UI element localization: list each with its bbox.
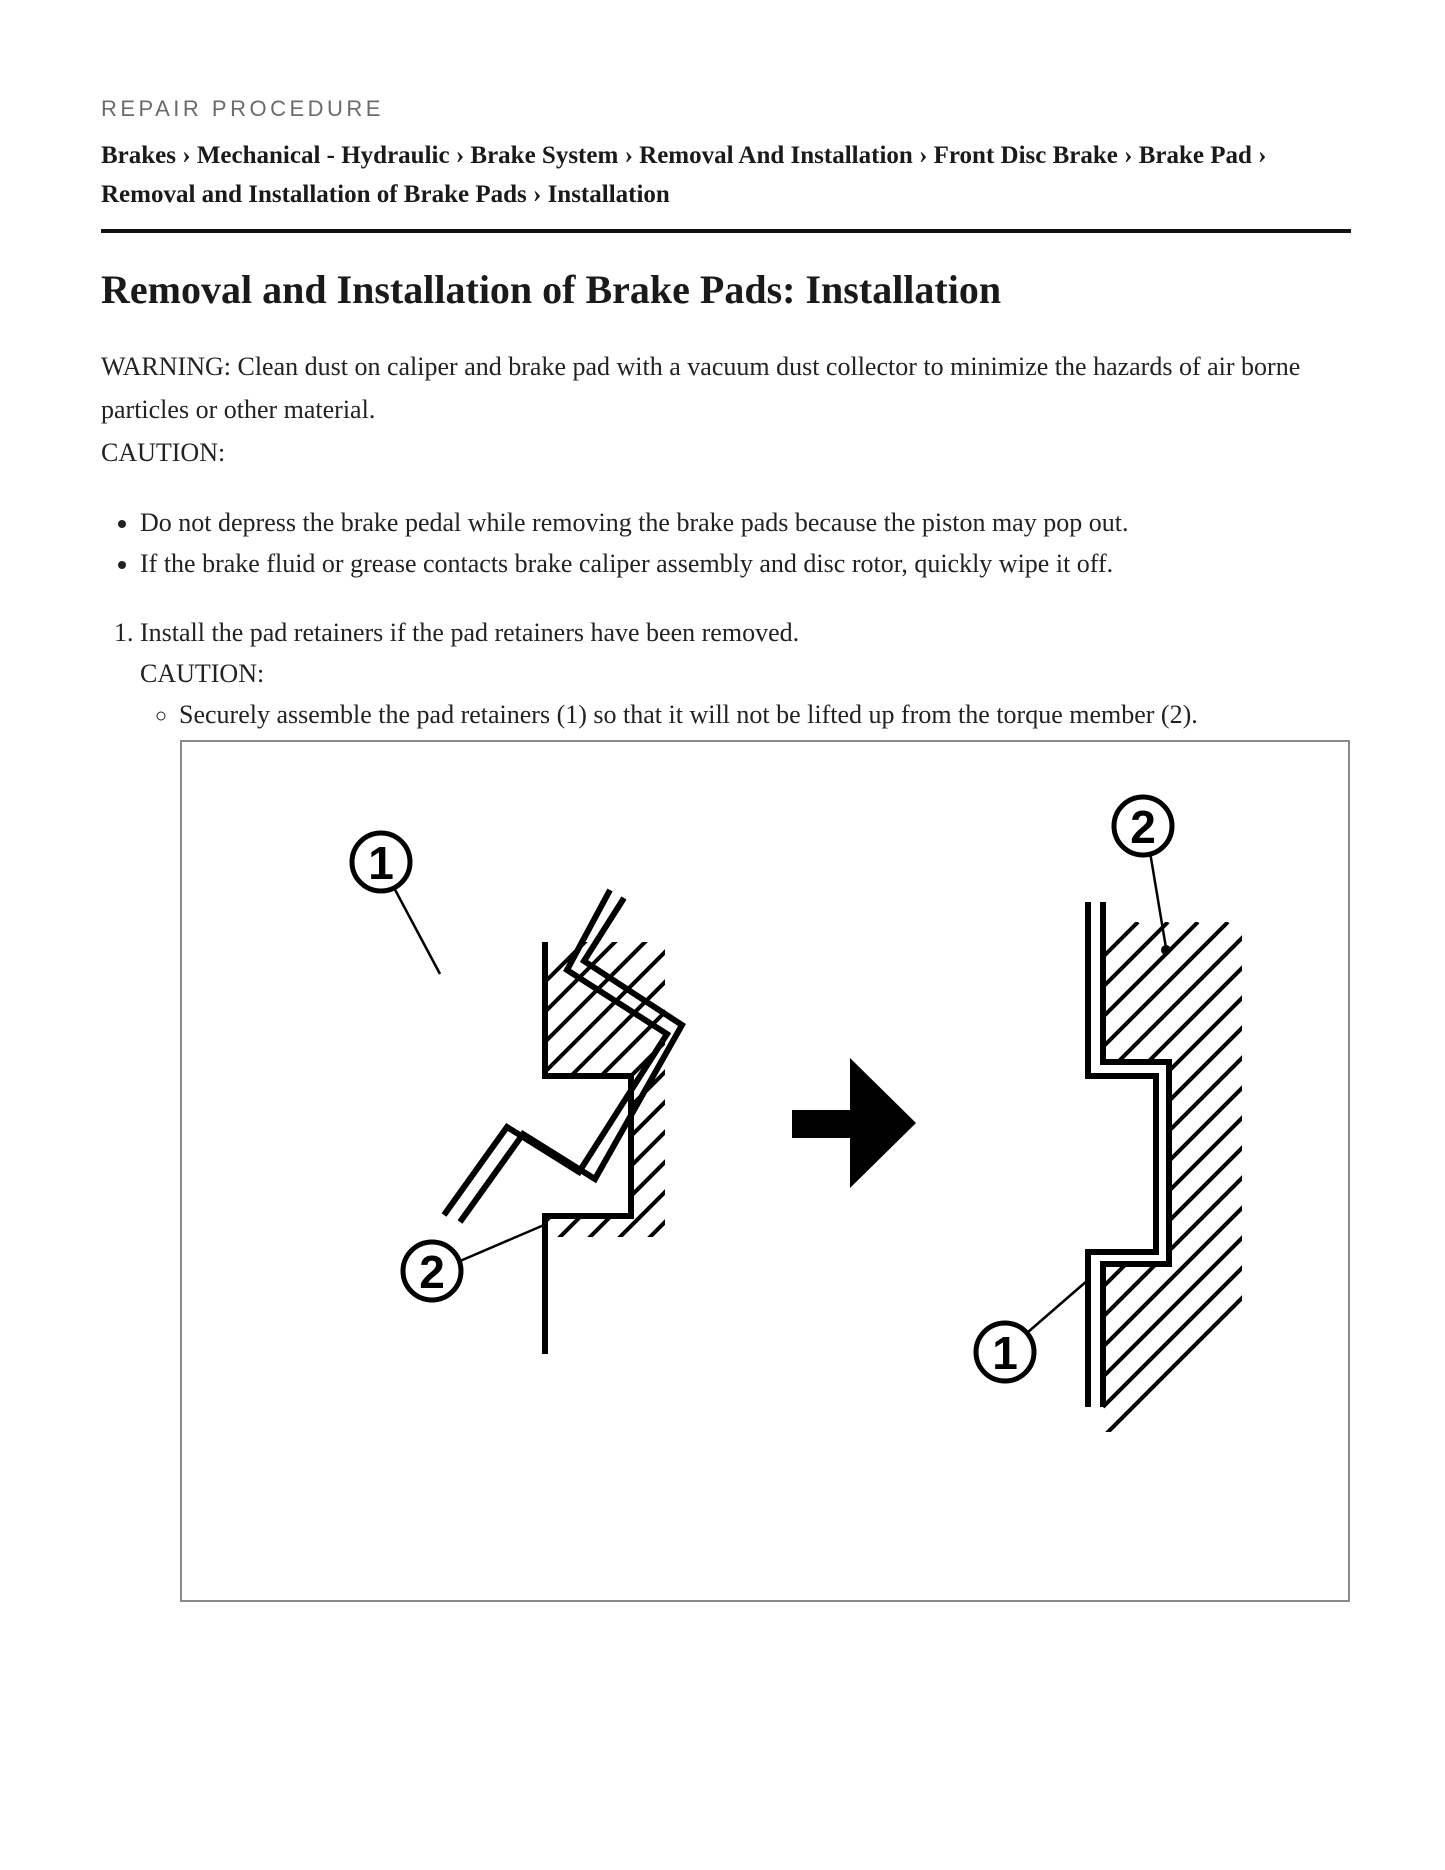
- breadcrumb-separator: ›: [1124, 142, 1133, 169]
- step-caution-list: [140, 694, 1350, 735]
- callout-1-left-label: 1: [368, 837, 394, 889]
- step-caution-item: ◦ Securely assemble the pad retainers (1) so that it will not be lifted up from the torque member (2).: [179, 694, 1350, 735]
- arrow-right-icon: [792, 1058, 916, 1188]
- breadcrumb-item-front-disc-brake[interactable]: Front Disc Brake: [933, 142, 1118, 169]
- step-text: Install the pad retainers if the pad retainers have been removed.: [140, 618, 800, 647]
- breadcrumb-separator: ›: [532, 181, 542, 208]
- step-item: [140, 612, 1350, 735]
- callout-2-right-label: 2: [1130, 801, 1156, 853]
- callout-1-left: [352, 833, 440, 974]
- breadcrumb-item-mechanical-hydraulic[interactable]: Mechanical - Hydraulic: [196, 142, 450, 169]
- page-title: Removal and Installation of Brake Pads: Installation: [101, 267, 1002, 312]
- warning-text: WARNING: Clean dust on caliper and brake pad with a vacuum dust collector to minimize the hazards of air borne particles or other material.: [101, 352, 1301, 424]
- pad-retainer-diagram: [182, 742, 1348, 1600]
- breadcrumb-separator: ›: [1258, 142, 1267, 169]
- header-divider: [101, 229, 1351, 233]
- callout-1-right: [976, 1280, 1088, 1381]
- breadcrumb-separator: ›: [919, 142, 928, 169]
- breadcrumb-item-current: Installation: [547, 181, 670, 208]
- breadcrumb-item-brake-pad[interactable]: Brake Pad: [1138, 142, 1252, 169]
- procedure-steps: [101, 612, 1350, 735]
- breadcrumb: [101, 136, 1351, 214]
- pad-retainer-after: [1088, 902, 1156, 1407]
- caution-item: • If the brake fluid or grease contacts brake caliper assembly and disc rotor, quickly wipe it off.: [140, 543, 1350, 584]
- step-caution-label: CAUTION:: [140, 659, 265, 688]
- torque-member-before: [545, 922, 1025, 1402]
- breadcrumb-separator: ›: [624, 142, 633, 169]
- caution-item: • Do not depress the brake pedal while removing the brake pads because the piston may pop out.: [140, 502, 1350, 543]
- caution-label: CAUTION:: [101, 438, 226, 467]
- breadcrumb-item-removal-and-installation[interactable]: Removal And Installation: [639, 142, 913, 169]
- callout-2-right: [1114, 797, 1172, 955]
- section-eyebrow: REPAIR PROCEDURE: [101, 96, 384, 121]
- caution-list: [101, 502, 1350, 584]
- callout-1-right-label: 1: [992, 1327, 1018, 1379]
- callout-2-left-label: 2: [419, 1246, 445, 1298]
- breadcrumb-item-removal-installation-brake-pads[interactable]: Removal and Installation of Brake Pads: [101, 181, 527, 208]
- breadcrumb-item-brake-system[interactable]: Brake System: [470, 142, 619, 169]
- callout-2-left: [403, 1225, 544, 1300]
- pad-retainer-illustration: [180, 740, 1350, 1602]
- breadcrumb-separator: ›: [455, 142, 465, 169]
- breadcrumb-separator: ›: [182, 142, 191, 169]
- breadcrumb-item-brakes[interactable]: Brakes: [101, 142, 176, 169]
- torque-member-after: [1103, 902, 1348, 1437]
